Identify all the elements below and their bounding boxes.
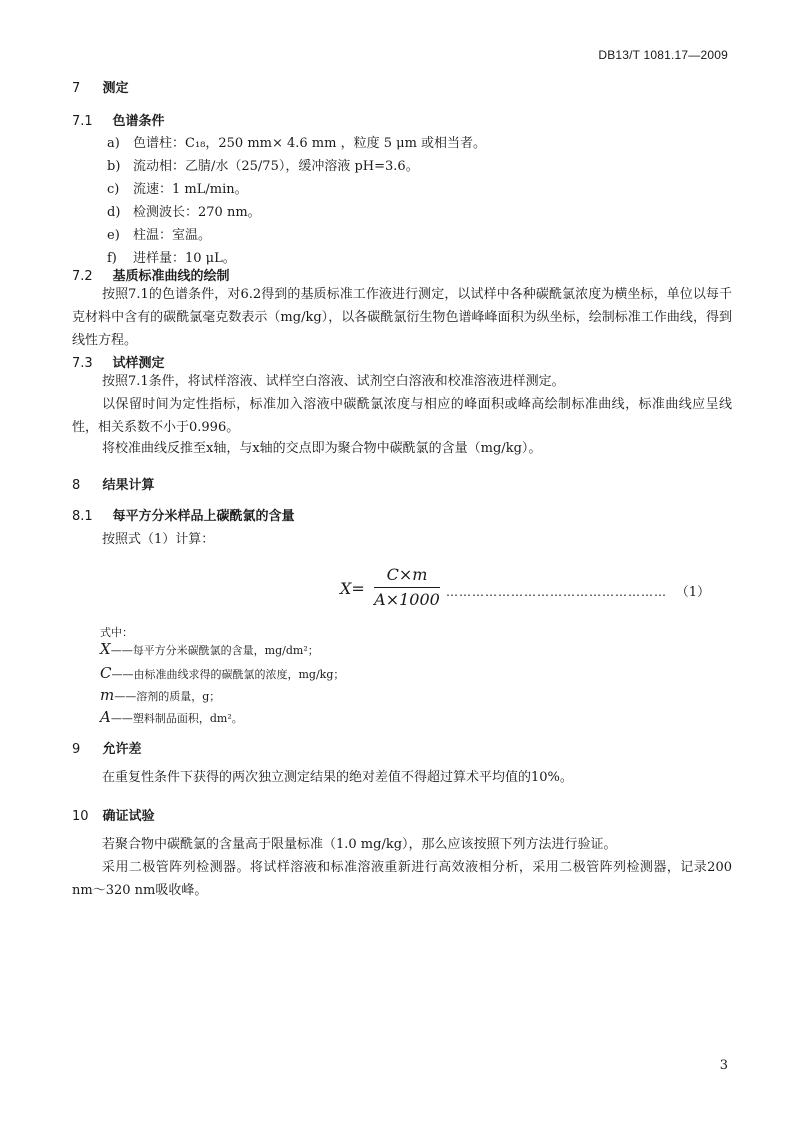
list-item: c) 流速：1 mL/min。 — [107, 182, 248, 197]
section-8-heading: 8 结果计算 — [72, 478, 155, 493]
paragraph: 按照7.1条件，将试样溶液、试样空白溶液、试剂空白溶液和校准溶液进样测定。 — [102, 374, 565, 389]
section-number: 7 — [72, 81, 81, 96]
variable-definition: C——由标准曲线求得的碳酰氯的浓度，mg/kg； — [100, 664, 345, 682]
section-7-1-heading — [72, 110, 165, 129]
list-item: b) 流动相：乙腈/水（25/75），缓冲溶液 pH=3.6。 — [107, 159, 419, 174]
subsection-title: 色谱条件 — [112, 114, 165, 129]
paragraph: 在重复性条件下获得的两次独立测定结果的绝对差值不得超过算术平均值的10%。 — [102, 770, 573, 785]
leader-dots: …………………………………………… — [446, 585, 667, 599]
variable-definition: m——溶剂的质量，g； — [100, 686, 221, 704]
formula-denominator: A×1000 — [374, 590, 440, 609]
list-item: d) 检测波长：270 nm。 — [107, 205, 261, 220]
list-item: e) 柱温：室温。 — [107, 228, 212, 243]
paragraph: 采用二极管阵列检测器。将试样溶液和标准溶液重新进行高效液相分析，采用二极管阵列检测器，记录200 nm～320 nm吸收峰。 — [72, 860, 732, 898]
paragraph: 若聚合物中碳酰氯的含量高于限量标准（1.0 mg/kg），那么应该按照下列方法进行验证。 — [102, 837, 617, 852]
section-title: 测定 — [102, 81, 129, 96]
list-item: f) 进样量：10 μL。 — [107, 251, 236, 266]
variable-definition: A——塑料制品面积，dm²。 — [100, 708, 243, 726]
formula-1 — [340, 565, 710, 615]
section-8-1-heading: 8.1 每平方分米样品上碳酰氯的含量 — [72, 509, 295, 524]
equation-number: （1） — [675, 585, 710, 600]
section-10-heading: 10 确证试验 — [72, 809, 155, 824]
section-7-3-heading: 7.3 试样测定 — [72, 356, 165, 371]
paragraph: 将校准曲线反推至x轴，与x轴的交点即为聚合物中碳酰氯的含量（mg/kg）。 — [102, 441, 542, 456]
section-7-2-heading: 7.2 基质标准曲线的绘制 — [72, 269, 230, 284]
formula-numerator: C×m — [386, 565, 428, 584]
fraction-bar — [374, 587, 440, 588]
formula-lhs: X= — [340, 579, 365, 598]
paragraph: 以保留时间为定性指标，标准加入溶液中碳酰氯浓度与相应的峰面积或峰高绘制标准曲线，标准曲线应呈线性，相关系数不小于0.996。 — [72, 397, 732, 435]
section-9-heading: 9 允许差 — [72, 742, 142, 757]
formula-intro: 按照式（1）计算： — [102, 532, 215, 547]
page-number: 3 — [719, 1058, 728, 1073]
document-code: DB13/T 1081.17—2009 — [598, 48, 728, 62]
paragraph: 按照7.1的色谱条件，对6.2得到的基质标准工作液进行测定，以试样中各种碳酰氯浓度为横坐标，单位以每千克材料中含有的碳酰氯毫克数表示（mg/kg），以各碳酰氯衍生物色谱峰峰面积为纵坐标，绘制标准工作曲线，得到线性方程。 — [72, 287, 732, 348]
formula-fraction — [372, 565, 442, 609]
variable-definition: X——每平方分米碳酰氯的含量，mg/dm²； — [100, 640, 319, 658]
subsection-number: 7.1 — [72, 114, 93, 129]
section-7-heading — [72, 77, 129, 96]
where-label: 式中： — [100, 626, 133, 639]
list-item: a) 色谱柱：C₁₈，250 mm× 4.6 mm ，粒度 5 μm 或相当者。 — [107, 136, 487, 151]
